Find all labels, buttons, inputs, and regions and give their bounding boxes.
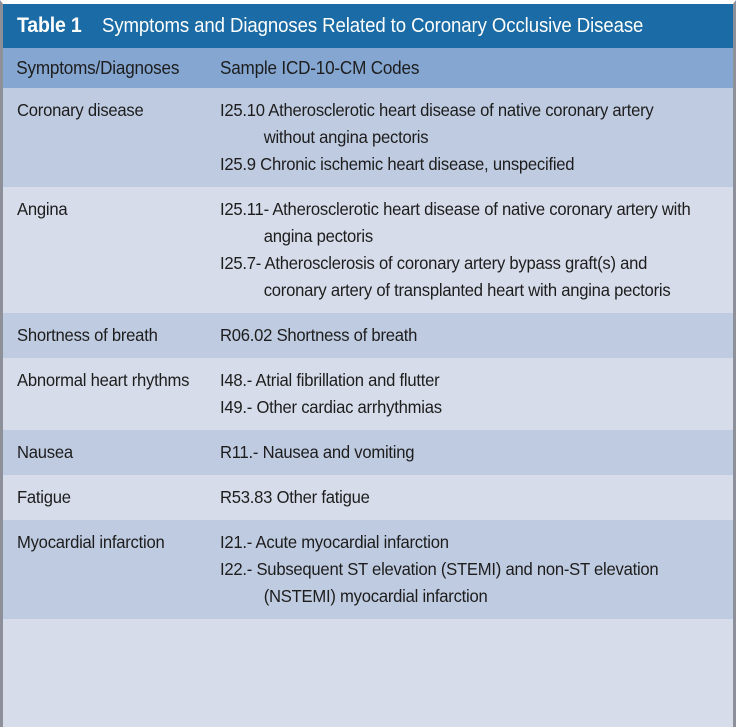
icd-code-entry: I25.9 Chronic ischemic heart disease, unspecified xyxy=(220,154,575,174)
table-title: Symptoms and Diagnoses Related to Coronary Occlusive Disease xyxy=(102,14,644,37)
table-row xyxy=(3,358,733,430)
icd-code-entry: I25.10 Atherosclerotic heart disease of native coronary artery without angina pectoris xyxy=(220,100,654,147)
icd-code-entry: I49.- Other cardiac arrhythmias xyxy=(220,397,442,417)
symptom-label: Coronary disease xyxy=(17,100,144,120)
table-cell-codes xyxy=(220,196,733,304)
column-header-symptoms-diagnoses: Symptoms/Diagnoses xyxy=(16,57,180,78)
table-cell-symptom xyxy=(3,439,220,466)
icd-code-entry: I21.- Acute myocardial infarction xyxy=(220,532,449,552)
table-cell-symptom xyxy=(3,484,220,511)
icd-code-entry: R11.- Nausea and vomiting xyxy=(220,442,415,462)
table-title-bar xyxy=(3,4,733,48)
symptom-label: Shortness of breath xyxy=(17,325,158,345)
icd-code-entry: R06.02 Shortness of breath xyxy=(220,325,418,345)
table-cell-codes xyxy=(220,322,733,349)
table-row xyxy=(3,475,733,520)
symptom-label: Nausea xyxy=(17,442,73,462)
table-cell-codes xyxy=(220,484,733,511)
table-number-label: Table 1 xyxy=(17,14,82,37)
icd-code-entry: I48.- Atrial fibrillation and flutter xyxy=(220,370,440,390)
table-cell-symptom xyxy=(3,322,220,349)
table-cell-codes xyxy=(220,367,733,421)
table-row xyxy=(3,520,733,619)
symptom-label: Myocardial infarction xyxy=(17,532,165,552)
table-cell-codes xyxy=(220,97,733,178)
symptom-label: Angina xyxy=(17,199,68,219)
table-cell-symptom xyxy=(3,367,220,421)
symptom-label: Abnormal heart rhythms xyxy=(17,370,190,390)
icd-code-entry: I25.11- Atherosclerotic heart disease of native coronary artery with angina pectoris xyxy=(220,199,691,246)
table-cell-codes xyxy=(220,529,733,610)
table-row xyxy=(3,313,733,358)
column-header-sample-codes: Sample ICD-10-CM Codes xyxy=(220,57,420,78)
table-row xyxy=(3,187,733,313)
icd-code-entry: R53.83 Other fatigue xyxy=(220,487,370,507)
table-cell-codes xyxy=(220,439,733,466)
table-column-header-row xyxy=(3,48,733,88)
table-cell-symptom xyxy=(3,196,220,304)
symptom-label: Fatigue xyxy=(17,487,71,507)
table-body xyxy=(3,88,733,619)
table-cell-symptom xyxy=(3,97,220,178)
icd-code-entry: I22.- Subsequent ST elevation (STEMI) and non-ST elevation (NSTEMI) myocardial infarction xyxy=(220,559,659,606)
table-row xyxy=(3,430,733,475)
table-cell-symptom xyxy=(3,529,220,610)
icd-code-entry: I25.7- Atherosclerosis of coronary artery bypass graft(s) and coronary artery of transplanted heart with angina pectoris xyxy=(220,253,671,300)
table-row xyxy=(3,88,733,187)
